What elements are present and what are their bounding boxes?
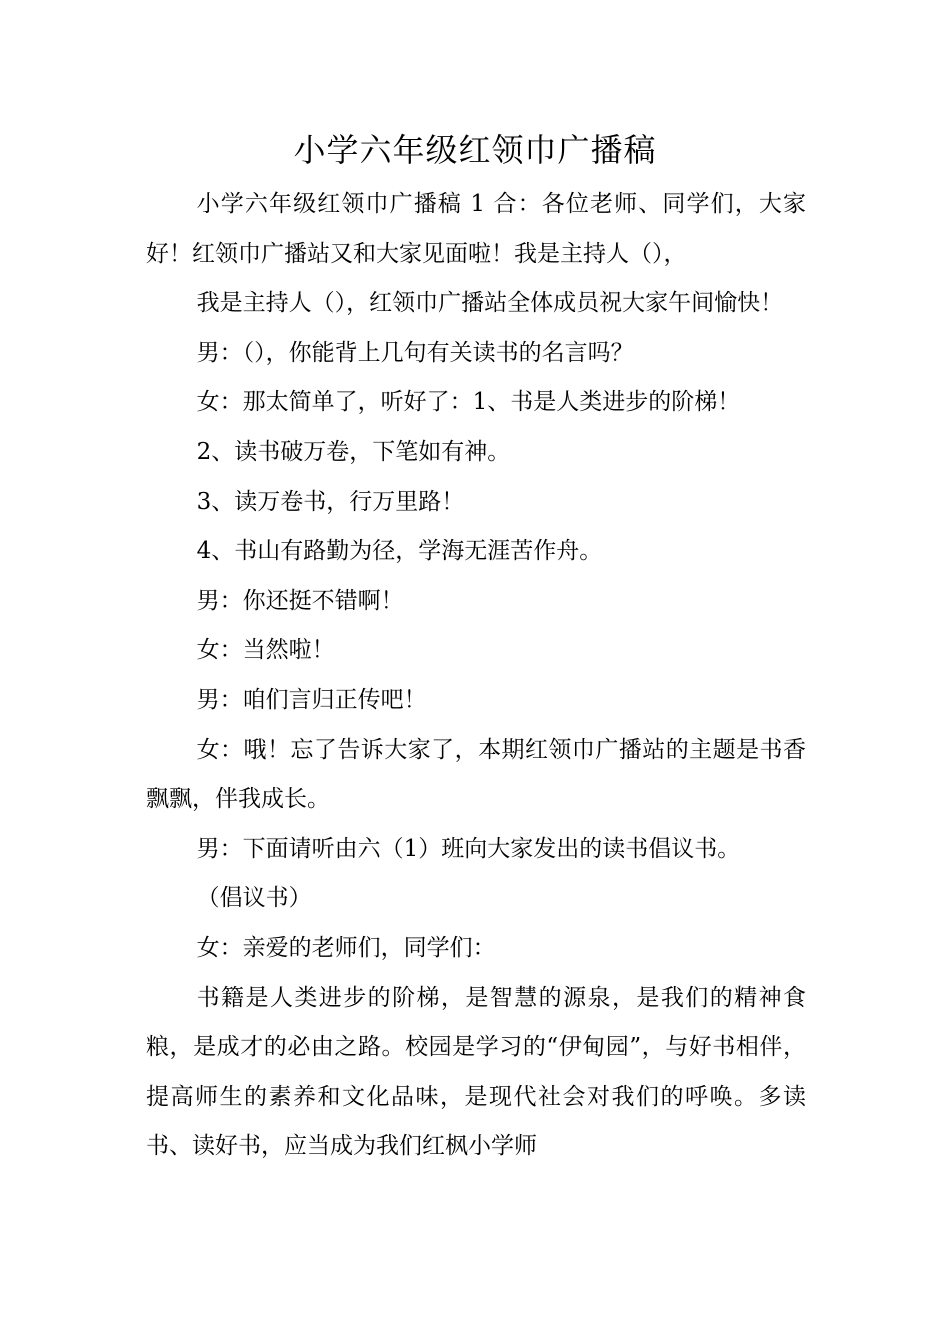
paragraph: 男：咱们言归正传吧！ [196, 686, 427, 713]
paragraph: 3、读万卷书，行万里路！ [196, 488, 465, 515]
paragraph: 男：（），你能背上几句有关读书的名言吗？ [196, 339, 634, 366]
paragraph: 2、读书破万卷，下笔如有神。 [196, 438, 511, 465]
paragraph: （倡议书） [196, 885, 312, 912]
paragraph: 小学六年级红领巾广播稿 1 合：各位老师、同学们，大家好！红领巾广播站又和大家见面啦！我是主持人（）， [146, 191, 806, 267]
paragraph: 我是主持人（），红领巾广播站全体成员祝大家午间愉快！ [196, 290, 784, 317]
paragraph: 书籍是人类进步的阶梯，是智慧的源泉，是我们的精神食粮，是成才的必由之路。校园是学习的“伊甸园”，与好书相伴，提高师生的素养和文化品味，是现代社会对我们的呼唤。多读书、读好书，应当成为我们红枫小学师 [146, 984, 806, 1160]
paragraph: 女：哦！忘了告诉大家了，本期红领巾广播站的主题是书香飘飘，伴我成长。 [146, 736, 806, 813]
paragraph: 女：当然啦！ [196, 637, 335, 664]
paragraph: 男：下面请听由六（1）班向大家发出的读书倡议书。 [196, 835, 741, 862]
paragraph: 女：那太简单了，听好了：1、书是人类进步的阶梯！ [196, 389, 741, 416]
paragraph: 4、书山有路勤为径，学海无涯苦作舟。 [196, 538, 603, 565]
paragraph: 女：亲爱的老师们，同学们： [196, 934, 496, 961]
document-title: 小学六年级红领巾广播稿 [293, 131, 657, 169]
document-body [146, 180, 806, 1172]
paragraph: 男：你还挺不错啊！ [196, 587, 404, 614]
